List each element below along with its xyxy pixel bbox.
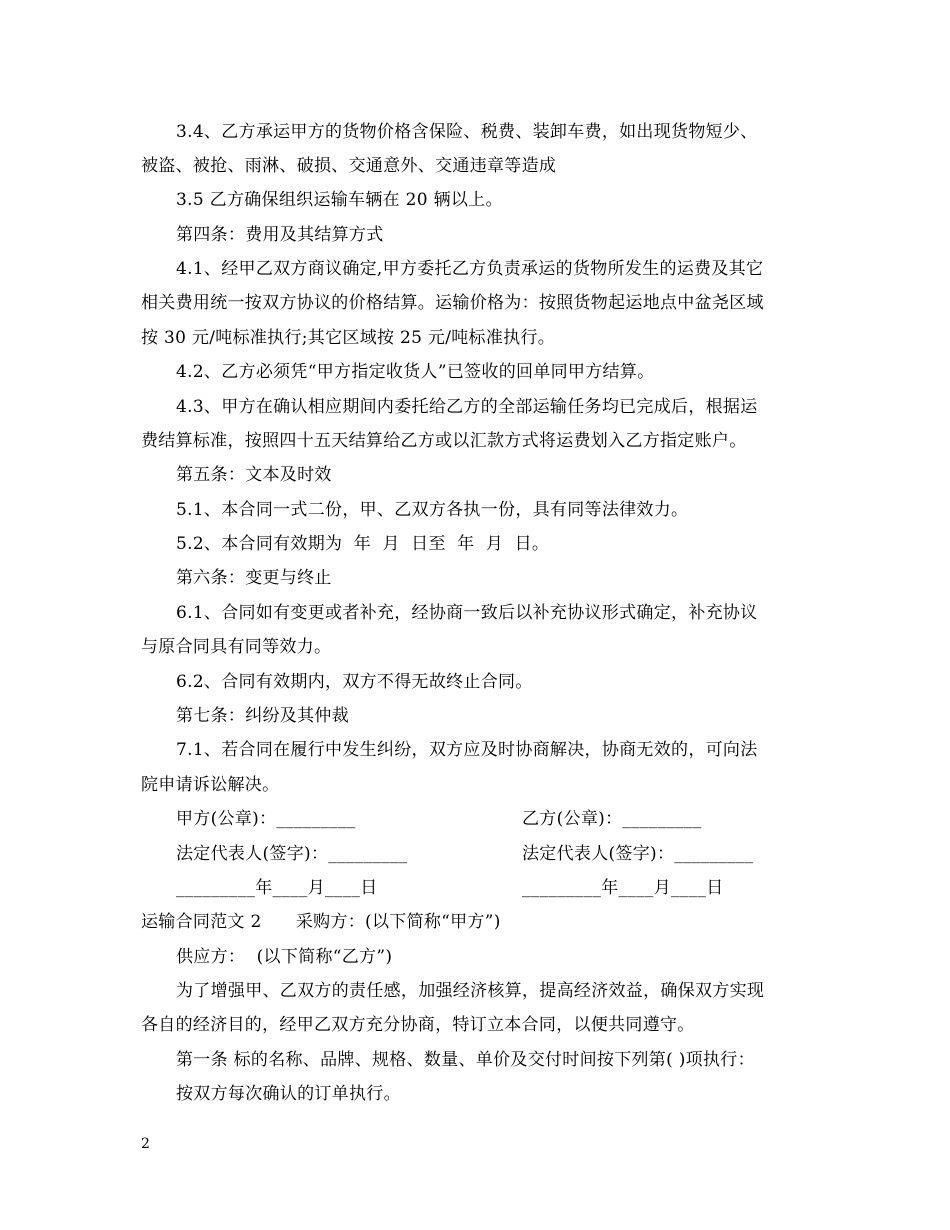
article-1-line1: 第一条 标的名称、品牌、规格、数量、单价及交付时间按下列第( )项执行：	[176, 1050, 755, 1070]
article-6-heading: 第六条：变更与终止	[176, 568, 332, 588]
clause-6-1-line2: 与原合同具有同等效力。	[141, 637, 332, 657]
article-4-heading: 第四条：费用及其结算方式	[176, 225, 384, 245]
clause-5-2: 5.2、本合同有效期为 年 月 日至 年 月 日。	[176, 534, 550, 554]
preamble-line1: 为了增强甲、乙双方的责任感，加强经济核算，提高经济效益，确保双方实现	[176, 981, 765, 1001]
clause-6-2: 6.2、合同有效期内，双方不得无故终止合同。	[176, 672, 533, 692]
clause-4-1-line1: 4.1、经甲乙双方商议确定,甲方委托乙方负责承运的货物所发生的运费及其它	[176, 259, 764, 279]
article-1-line2: 按双方每次确认的订单执行。	[176, 1084, 401, 1104]
clause-4-1-line3: 按 30 元/吨标准执行;其它区域按 25 元/吨标准执行。	[141, 328, 556, 348]
clause-3-4-line1: 3.4、乙方承运甲方的货物价格含保险、税费、装卸车费，如出现货物短少、	[176, 122, 758, 142]
article-5-heading: 第五条：文本及时效	[176, 465, 332, 485]
party-a-seal-field: 甲方(公章)：_________	[176, 809, 356, 829]
party-a-rep-field: 法定代表人(签字)：_________	[176, 844, 408, 864]
party-b-date-field: _________年____月____日	[522, 878, 724, 898]
clause-6-1-line1: 6.1、合同如有变更或者补充，经协商一致后以补充协议形式确定，补充协议	[176, 603, 758, 623]
clause-4-1-line2: 相关费用统一按双方协议的价格结算。运输价格为：按照货物起运地点中盆尧区域	[141, 293, 764, 313]
party-a-date-field: _________年____月____日	[176, 878, 378, 898]
clause-3-5: 3.5 乙方确保组织运输车辆在 20 辆以上。	[176, 190, 503, 210]
contract-2-title-line: 运输合同范文 2 采购方：(以下简称“甲方”)	[141, 912, 501, 932]
party-b-rep-field: 法定代表人(签字)：_________	[522, 844, 754, 864]
page-number: 2	[141, 1136, 150, 1152]
party-b-seal-field: 乙方(公章)：_________	[522, 809, 702, 829]
clause-3-4-line2: 被盗、被抢、雨淋、破损、交通意外、交通违章等造成	[141, 156, 557, 176]
preamble-line2: 各自的经济目的，经甲乙双方充分协商，特订立本合同，以便共同遵守。	[141, 1015, 695, 1035]
clause-4-2: 4.2、乙方必须凭“甲方指定收货人”已签收的回单同甲方结算。	[176, 362, 655, 382]
clause-4-3-line2: 费结算标准，按照四十五天结算给乙方或以汇款方式将运费划入乙方指定账户。	[141, 431, 747, 451]
clause-4-3-line1: 4.3、甲方在确认相应期间内委托给乙方的全部运输任务均已完成后，根据运	[176, 397, 758, 417]
clause-7-1-line2: 院申请诉讼解决。	[141, 775, 280, 795]
clause-5-1: 5.1、本合同一式二份，甲、乙双方各执一份，具有同等法律效力。	[176, 500, 689, 520]
article-7-heading: 第七条：纠纷及其仲裁	[176, 706, 349, 726]
clause-7-1-line1: 7.1、若合同在履行中发生纠纷，双方应及时协商解决，协商无效的，可向法	[176, 740, 758, 760]
supplier-line: 供应方： (以下简称“乙方”)	[176, 947, 393, 967]
